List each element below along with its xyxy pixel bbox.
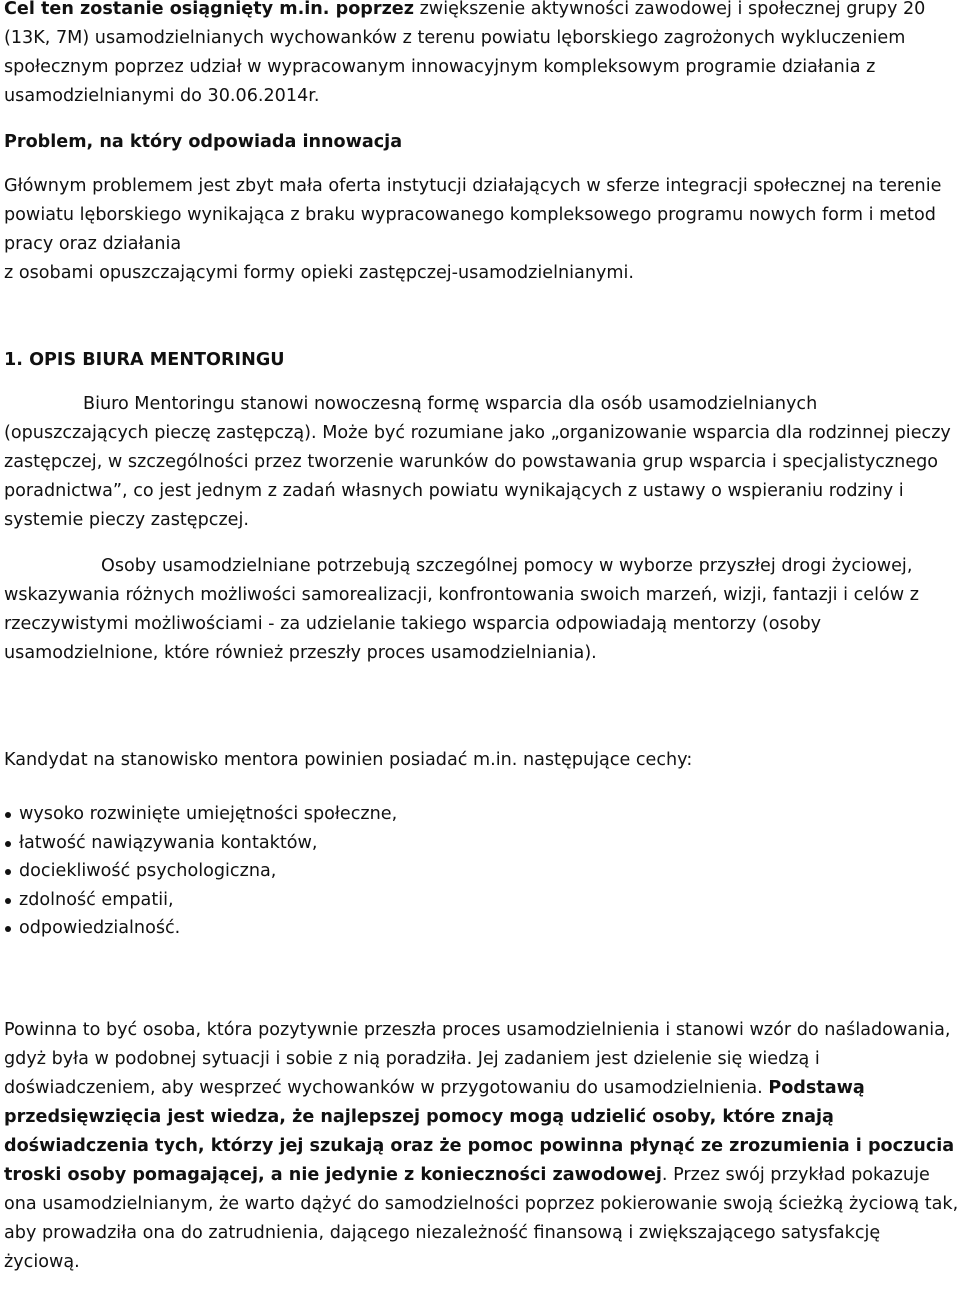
goal-paragraph	[4, 0, 959, 111]
mentor-bold-text: Podstawą przedsięwzięcia jest wiedza, że najlepszej pomocy mogą udzielić osoby, które znają doświadczenia tych, którzy jej szukają oraz że pomoc powinna płynąć ze zrozumienia i poczucia troski osoby pomagającej, a nie jedynie z konieczności zawodowej	[4, 1077, 955, 1185]
trait-label: wysoko rozwinięte umiejętności społeczne,	[19, 804, 398, 824]
section-number: 1.	[4, 350, 23, 370]
list-item	[4, 914, 959, 943]
bullet-icon	[5, 812, 11, 818]
trait-label: zdolność empatii,	[19, 889, 174, 910]
list-item	[4, 829, 959, 858]
bullet-icon	[5, 926, 11, 932]
mentor-paragraph	[4, 1016, 959, 1277]
problem-paragraph	[4, 172, 959, 288]
mentoring-office-text: Biuro Mentoringu stanowi nowoczesną formę wsparcia dla osób usamodzielnianych (opuszczających pieczę zastępczą). Może być rozumiane jako „organizowanie wsparcia dla rodzinnej pieczy zastępczej, w szczególności przez tworzenie warunków do powstawania grup wsparcia i specjalistycznego poradnictwa”, co jest jednym z zadań własnych powiatu wynikających z ustawy o wspieraniu rodziny i systemie pieczy zastępczej.	[4, 394, 951, 530]
problem-text: Głównym problemem jest zbyt mała oferta instytucji działających w sferze integracji społecznej na terenie powiatu lęborskiego wynikająca z braku wypracowanego kompleksowego programu nowych form i metod pracy oraz działania	[4, 176, 942, 254]
persons-text: Osoby usamodzielniane potrzebują szczególnej pomocy w wyborze przyszłej drogi życiowej, wskazywania różnych możliwości samorealizacji, konfrontowania swoich marzeń, wizji, fantazji i celów z rzeczywistymi możliwościami - za udzielanie takiego wsparcia odpowiadają mentorzy (osoby usamodzielnione, które również przeszły proces usamodzielniania).	[4, 556, 919, 663]
list-item	[4, 886, 959, 915]
mentor-text: Powinna to być osoba, która pozytywnie przeszła proces usamodzielnienia i stanowi wzór do naśladowania, gdyż była w podobnej sytuacji i sobie z nią poradziła. Jej zadaniem jest dzielenie się wiedzą i doświadczeniem, aby wesprzeć wychowanków w przygotowaniu do usamodzielnienia.	[4, 1019, 951, 1098]
document-page	[4, 0, 959, 1277]
bullet-icon	[5, 898, 11, 904]
section-title: OPIS BIURA MENTORINGU	[29, 350, 285, 370]
mentoring-office-description	[4, 390, 959, 535]
traits-list	[4, 800, 959, 943]
section-heading	[4, 346, 959, 375]
problem-text-line2: z osobami opuszczającymi formy opieki zastępczej-usamodzielnianymi.	[4, 263, 635, 283]
goal-bold-lead: Cel ten zostanie osiągnięty m.in. poprzez	[4, 0, 414, 19]
problem-heading: Problem, na który odpowiada innowacja	[4, 132, 403, 152]
traits-intro: Kandydat na stanowisko mentora powinien posiadać m.in. następujące cechy:	[4, 750, 693, 770]
trait-label: odpowiedzialność.	[19, 918, 181, 938]
trait-label: dociekliwość psychologiczna,	[19, 861, 277, 881]
persons-paragraph	[4, 552, 959, 668]
list-item	[4, 800, 959, 829]
list-item	[4, 857, 959, 886]
bullet-icon	[5, 869, 11, 875]
bullet-icon	[5, 841, 11, 847]
trait-label: łatwość nawiązywania kontaktów,	[19, 832, 318, 853]
mentor-text-after: . Przez swój przykład pokazuje ona usamodzielnianym, że warto dążyć do samodzielności poprzez pokierowanie swoją ścieżką życiową tak, aby prowadziła ona do zatrudnienia, dającego niezależność finansową i zwiększającego satysfakcję życiową.	[4, 1164, 959, 1272]
goal-text: zwiększenie aktywności zawodowej i społecznej grupy 20 (13K, 7M) usamodzielnianych wychowanków z terenu powiatu lęborskiego zagrożonych wykluczeniem społecznym poprzez udział w wypracowanym innowacyjnym kompleksowym programie działania z usamodzielnianymi do 30.06.2014r.	[4, 0, 926, 106]
